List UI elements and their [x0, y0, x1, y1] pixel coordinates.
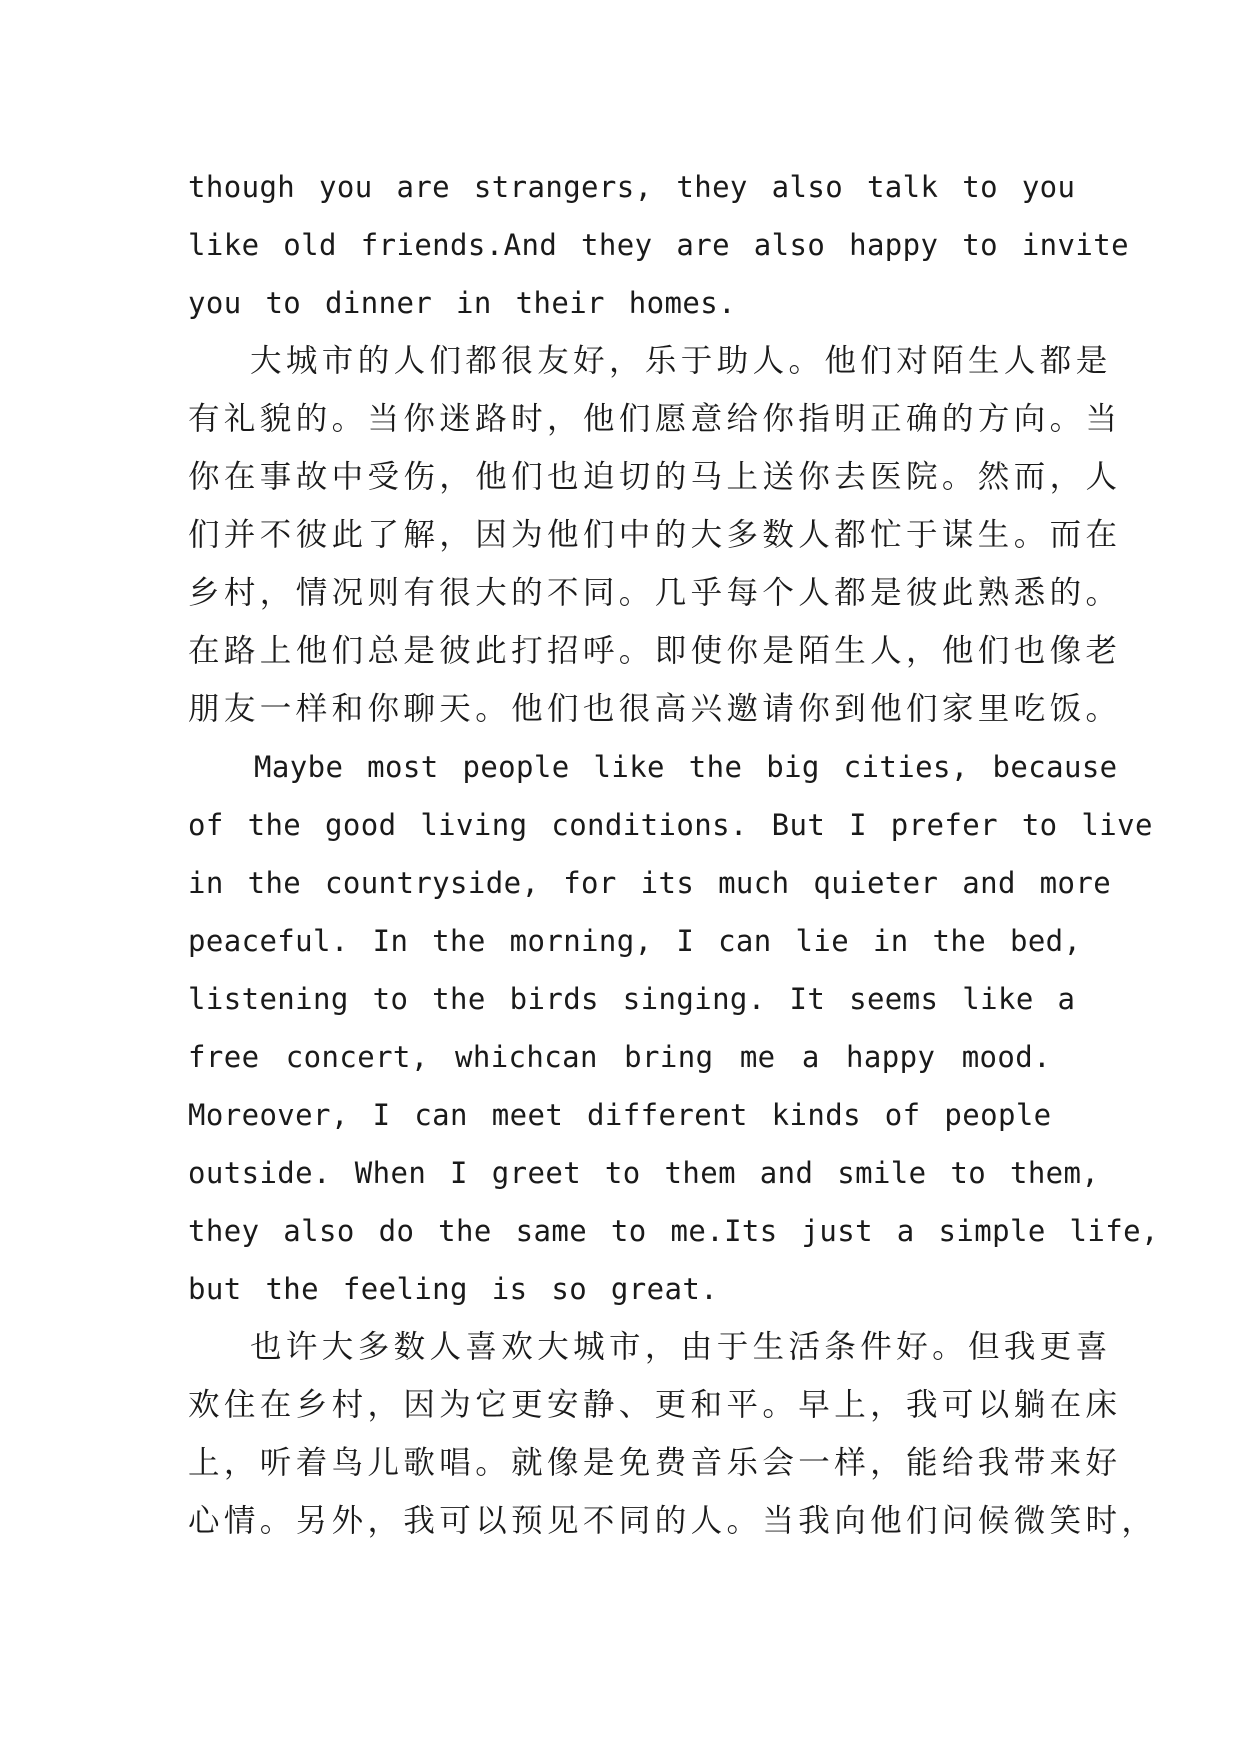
text-line: they also do the same to me.Its just a simple life,: [188, 1214, 1159, 1248]
text-line: 心情。另外，我可以预见不同的人。当我向他们问候微笑时，: [188, 1503, 1158, 1539]
text-line: 在路上他们总是彼此打招呼。即使你是陌生人，他们也像老: [188, 633, 1122, 669]
document-body: [188, 158, 1159, 1550]
text-line: 有礼貌的。当你迷路时，他们愿意给你指明正确的方向。当: [188, 401, 1122, 437]
text-line: of the good living conditions. But I prefer to live: [188, 808, 1153, 842]
paragraph-english-1: [188, 158, 1129, 332]
text-line: 欢住在乡村，因为它更安静、更和平。早上，我可以躺在床: [188, 1387, 1122, 1423]
text-line: 上，听着鸟儿歌唱。就像是免费音乐会一样，能给我带来好: [188, 1445, 1122, 1481]
text-line: 朋友一样和你聊天。他们也很高兴邀请你到他们家里吃饭。: [188, 691, 1122, 727]
paragraph-chinese-2: [188, 1318, 1158, 1550]
text-line: you to dinner in their homes.: [188, 286, 736, 320]
paragraph-english-2: [188, 738, 1159, 1318]
text-line: listening to the birds singing. It seems like a: [188, 982, 1076, 1016]
text-line: 你在事故中受伤，他们也迫切的马上送你去医院。然而，人: [188, 459, 1122, 495]
text-line: like old friends.And they are also happy to invite: [188, 228, 1129, 262]
text-line: but the feeling is so great.: [188, 1272, 719, 1306]
text-line: peaceful. In the morning, I can lie in the bed,: [188, 924, 1082, 958]
paragraph-chinese-1: [188, 332, 1122, 738]
text-line: 也许大多数人喜欢大城市，由于生活条件好。但我更喜: [250, 1329, 1112, 1365]
text-line: 乡村，情况则有很大的不同。几乎每个人都是彼此熟悉的。: [188, 575, 1122, 611]
text-line: Maybe most people like the big cities, because: [254, 750, 1118, 784]
text-line: 大城市的人们都很友好，乐于助人。他们对陌生人都是: [250, 343, 1112, 379]
text-line: outside. When I greet to them and smile to them,: [188, 1156, 1100, 1190]
text-line: Moreover, I can meet different kinds of people: [188, 1098, 1052, 1132]
text-line: though you are strangers, they also talk to you: [188, 170, 1076, 204]
text-line: 们并不彼此了解，因为他们中的大多数人都忙于谋生。而在: [188, 517, 1122, 553]
text-line: in the countryside, for its much quieter and more: [188, 866, 1112, 900]
text-line: free concert, whichcan bring me a happy mood.: [188, 1040, 1051, 1074]
